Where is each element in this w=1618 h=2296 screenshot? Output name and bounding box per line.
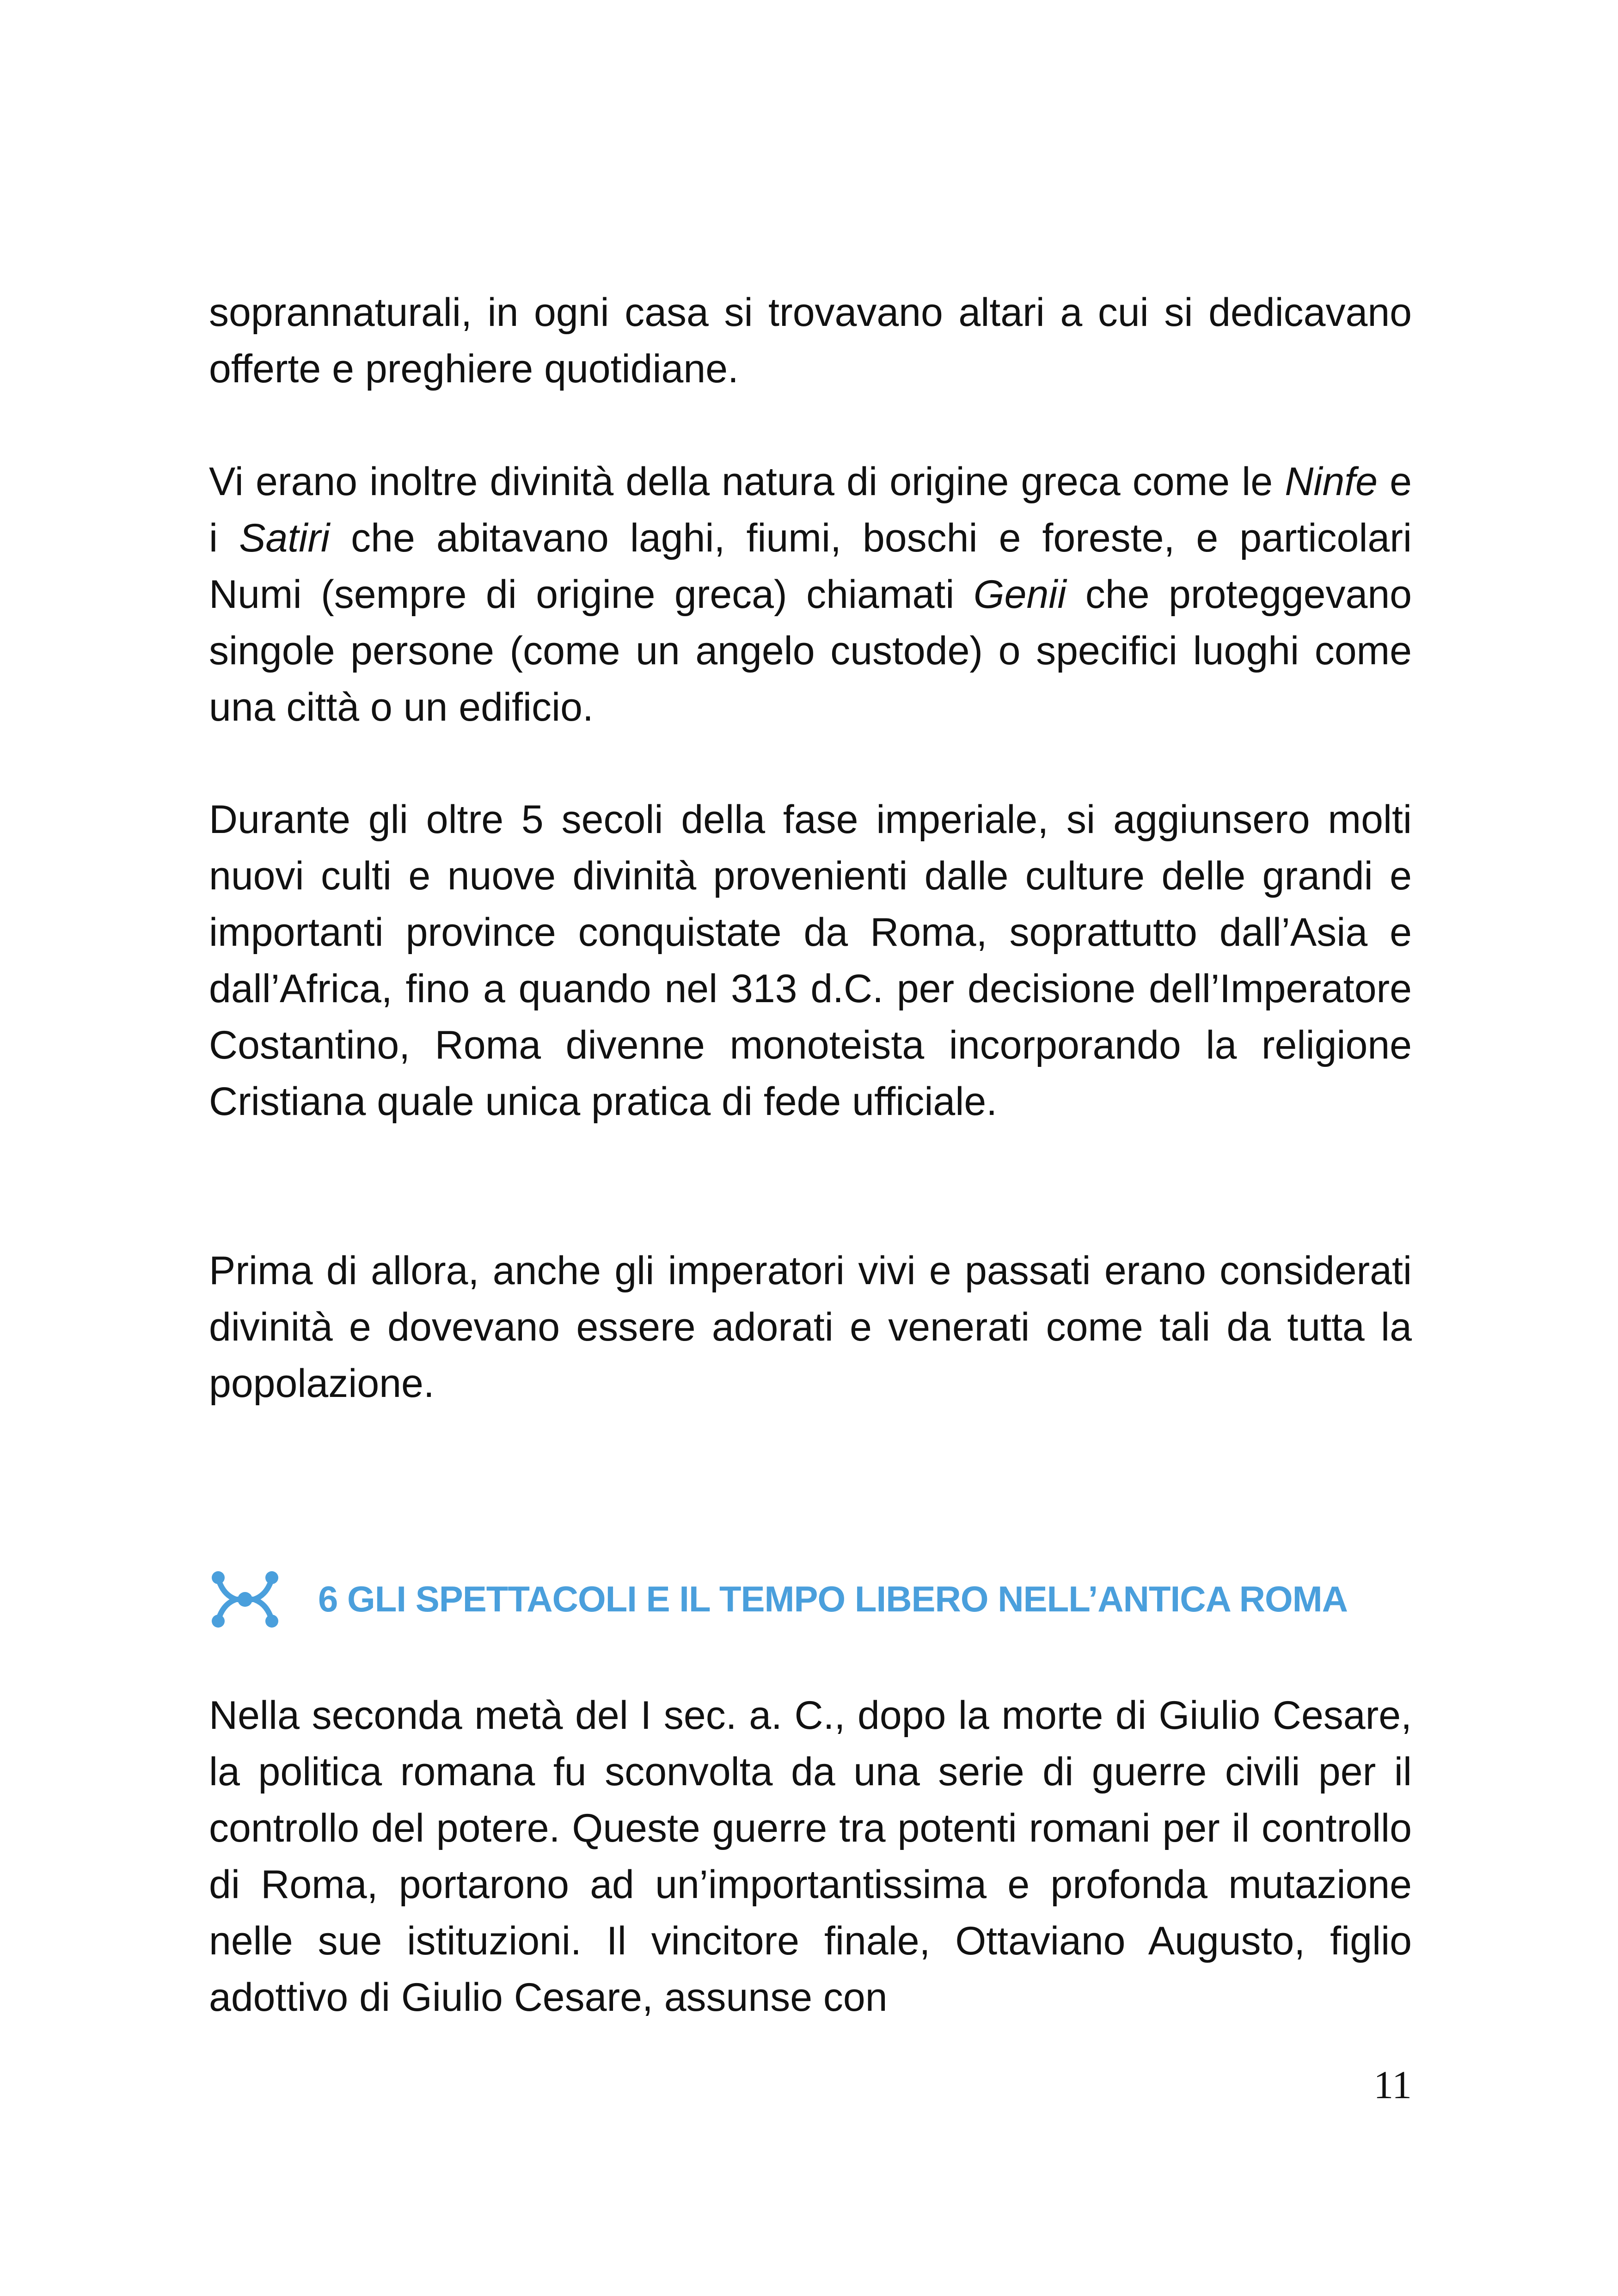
paragraph-4 (209, 1243, 1412, 1412)
italic-term: Satiri (239, 516, 330, 560)
text-run: soprannaturali, in ogni casa si trovavano altari a cui si dedicavano offerte e preghiere quotidiane. (209, 290, 1412, 391)
text-run: e i (209, 459, 1412, 560)
section-heading (209, 1565, 1412, 1639)
paragraph-3 (209, 791, 1412, 1130)
text-run: che abitavano laghi, fiumi, boschi e foreste, e particolari Numi (sempre di origine greca) chiamati (209, 516, 1412, 617)
italic-term: Ninfe (1285, 459, 1378, 504)
section-heading-title: 6 GLI SPETTACOLI E IL TEMPO LIBERO NELL’ANTICA ROMA (318, 1579, 1348, 1619)
italic-term: Genii (973, 572, 1066, 617)
page-number: 11 (1373, 2063, 1412, 2107)
network-nodes-icon (209, 1567, 281, 1632)
paragraph-2 (209, 453, 1412, 735)
text-run: Durante gli oltre 5 secoli della fase imperiale, si aggiunsero molti nuovi culti e nuove divinità provenienti dalle culture delle grandi e importanti province conquistate da Roma, soprattutto dall’Asia e dall’Africa, fino a quando nel 313 d.C. per decisione dell’Imperatore Costantino, Roma divenne monoteista incorporando la religione Cristiana quale unica pratica di fede ufficiale. (209, 797, 1412, 1124)
text-run: Vi erano inoltre divinità della natura di origine greca come le (209, 459, 1285, 504)
paragraph-5 (209, 1687, 1412, 2026)
text-run: Prima di allora, anche gli imperatori vivi e passati erano considerati divinità e dovevano essere adorati e venerati come tali da tutta la popolazione. (209, 1249, 1412, 1406)
text-run: che proteggevano singole persone (come un angelo custode) o specifici luoghi come una città o un edificio. (209, 572, 1412, 729)
text-run: Nella seconda metà del I sec. a. C., dopo la morte di Giulio Cesare, la politica romana fu sconvolta da una serie di guerre civili per il controllo del potere. Queste guerre tra potenti romani per il controllo di Roma, portarono ad un’importantissima e profonda mutazione nelle sue istituzioni. Il vincitore finale, Ottaviano Augusto, figlio adottivo di Giulio Cesare, assunse con (209, 1693, 1412, 2020)
paragraph-1 (209, 284, 1412, 397)
